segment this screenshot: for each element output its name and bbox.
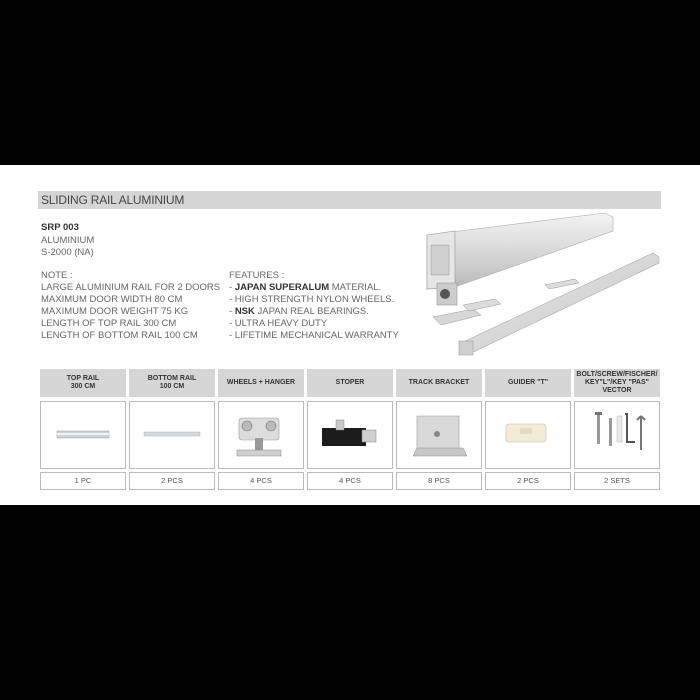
part-header: TRACK BRACKET xyxy=(396,369,482,397)
part-quantity: 8 PCS xyxy=(396,472,482,490)
part-quantity: 2 PCS xyxy=(129,472,215,490)
feature-item: - NSK JAPAN REAL BEARINGS. xyxy=(229,306,369,317)
part-quantity: 4 PCS xyxy=(307,472,393,490)
product-sheet xyxy=(0,165,700,505)
note-line: LENGTH OF TOP RAIL 300 CM xyxy=(41,318,177,329)
part-header: BOTTOM RAIL 100 CM xyxy=(129,369,215,397)
part-header: BOLT/SCREW/FISCHER/ KEY"L"/KEY "PAS" VECTOR xyxy=(574,369,660,397)
note-heading: NOTE : xyxy=(41,270,73,281)
part-header: TOP RAIL 300 CM xyxy=(40,369,126,397)
guider-image xyxy=(485,401,571,469)
part-quantity: 2 SETS xyxy=(574,472,660,490)
product-model: S-2000 (NA) xyxy=(41,247,94,258)
feature-item: - JAPAN SUPERALUM MATERIAL. xyxy=(229,282,382,293)
part-header: WHEELS + HANGER xyxy=(218,369,304,397)
note-line: LENGTH OF BOTTOM RAIL 100 CM xyxy=(41,330,198,341)
note-line: MAXIMUM DOOR WIDTH 80 CM xyxy=(41,294,183,305)
part-header: STOPER xyxy=(307,369,393,397)
bottom-rail-image xyxy=(129,401,215,469)
feature-item: - ULTRA HEAVY DUTY xyxy=(229,318,328,329)
part-quantity: 4 PCS xyxy=(218,472,304,490)
top-rail-image xyxy=(40,401,126,469)
features-heading: FEATURES : xyxy=(229,270,285,281)
feature-item: - HIGH STRENGTH NYLON WHEELS. xyxy=(229,294,395,305)
feature-item: - LIFETIME MECHANICAL WARRANTY xyxy=(229,330,399,341)
rail-product-image xyxy=(415,205,665,365)
track-bracket-image xyxy=(396,401,482,469)
page-title: SLIDING RAIL ALUMINIUM xyxy=(41,193,185,207)
note-line: LARGE ALUMINIUM RAIL FOR 2 DOORS xyxy=(41,282,221,293)
product-material: ALUMINIUM xyxy=(41,235,95,246)
product-code: SRP 003 xyxy=(41,222,79,233)
part-quantity: 2 PCS xyxy=(485,472,571,490)
part-quantity: 1 PC xyxy=(40,472,126,490)
part-header: GUIDER "T" xyxy=(485,369,571,397)
bolt-screw-set-image xyxy=(574,401,660,469)
wheel-hanger-image xyxy=(218,401,304,469)
note-line: MAXIMUM DOOR WEIGHT 75 KG xyxy=(41,306,189,317)
stopper-image xyxy=(307,401,393,469)
